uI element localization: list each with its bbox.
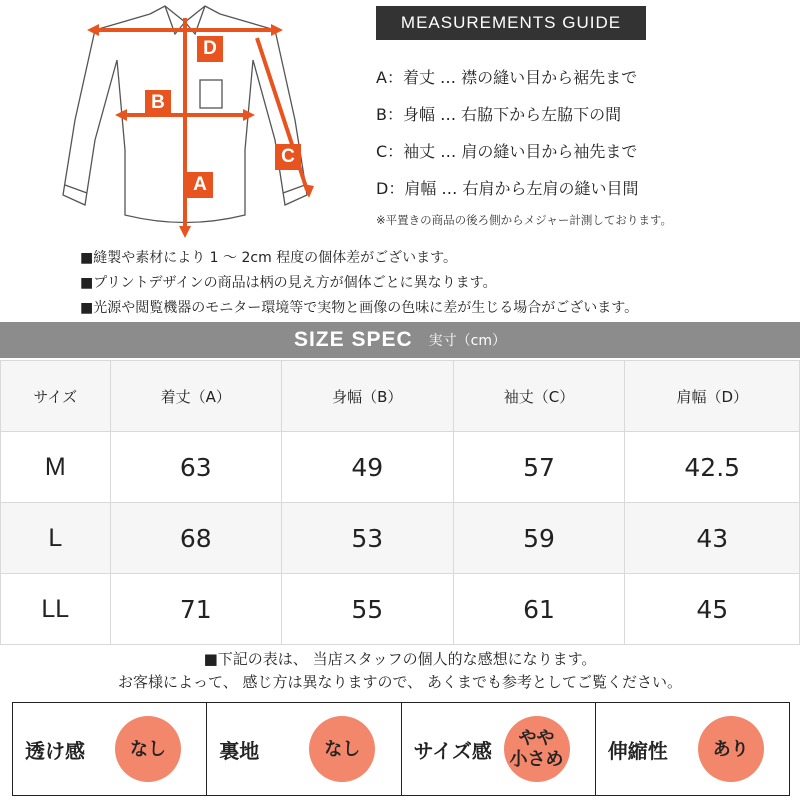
feel-cell-transparency: [13, 703, 207, 795]
size-spec-title: SIZE SPEC: [293, 328, 413, 351]
column-header: 肩幅（D）: [625, 361, 800, 432]
guide-item-a: A：着丈 … 襟の縫い目から裾先まで: [376, 68, 638, 87]
value-cell: 63: [110, 432, 281, 503]
label-c: C: [281, 146, 295, 167]
feel-label: 伸縮性: [607, 738, 668, 763]
label-b: B: [151, 92, 165, 113]
value-cell: 68: [110, 503, 281, 574]
measurements-guide-list: [376, 58, 796, 206]
measurements-guide-title: MEASUREMENTS GUIDE: [376, 6, 646, 40]
table-row: [1, 432, 800, 503]
column-header: サイズ: [1, 361, 111, 432]
caption-line: ■下記の表は、 当店スタッフの個人的な感想になります。: [203, 650, 597, 668]
value-cell: 45: [625, 574, 800, 645]
value-cell: 49: [282, 432, 454, 503]
value-cell: 42.5: [625, 432, 800, 503]
value-cell: 55: [282, 574, 454, 645]
value-cell: 43: [625, 503, 800, 574]
size-cell: M: [1, 432, 111, 503]
size-spec-table: [0, 360, 800, 645]
note-item: ■光源や閲覧機器のモニター環境等で実物と画像の色味に差が生じる場合がございます。: [80, 300, 639, 316]
column-header: 袖丈（C）: [453, 361, 625, 432]
note-item: ■縫製や素材により 1 ～ 2cm 程度の個体差がございます。: [80, 250, 458, 266]
guide-item-c: C：袖丈 … 肩の縫い目から袖先まで: [376, 142, 638, 161]
feel-label: サイズ感: [413, 738, 492, 763]
feel-value-badge: なし: [309, 716, 375, 782]
feel-value-badge: あり: [698, 716, 764, 782]
value-cell: 71: [110, 574, 281, 645]
feel-cell-stretch: [596, 703, 789, 795]
size-spec-unit: 実寸（cm）: [428, 333, 507, 349]
feel-label: 透け感: [25, 738, 85, 763]
size-cell: L: [1, 503, 111, 574]
value-cell: 57: [453, 432, 625, 503]
column-header: 身幅（B）: [282, 361, 454, 432]
label-a: A: [193, 174, 207, 195]
staff-opinion-caption: [0, 648, 800, 694]
column-header: 着丈（A）: [110, 361, 281, 432]
fabric-feel-table: [12, 702, 790, 796]
value-cell: 53: [282, 503, 454, 574]
value-cell: 61: [453, 574, 625, 645]
feel-value-badge: やや 小さめ: [504, 716, 570, 782]
guide-item-d: D：肩幅 … 右肩から左肩の縫い目間: [376, 179, 639, 198]
feel-cell-lining: [207, 703, 401, 795]
note-item: ■プリントデザインの商品は柄の見え方が個体ごとに異なります。: [80, 275, 497, 291]
caption-line: お客様によって、 感じ方は異なりますので、 あくまでも参考としてご覧ください。: [118, 673, 682, 691]
label-d: D: [203, 38, 217, 59]
disclaimer-notes: [80, 246, 790, 321]
shirt-diagram: [55, 0, 355, 240]
table-row: [1, 503, 800, 574]
value-cell: 59: [453, 503, 625, 574]
table-header-row: [1, 361, 800, 432]
measurement-note: ※平置きの商品の後ろ側からメジャー計測しております。: [376, 213, 672, 227]
guide-item-b: B：身幅 … 右脇下から左脇下の間: [376, 105, 622, 124]
size-cell: LL: [1, 574, 111, 645]
feel-value-badge: なし: [115, 716, 181, 782]
table-row: [1, 574, 800, 645]
feel-cell-fit: [402, 703, 596, 795]
feel-label: 裏地: [219, 738, 260, 763]
size-spec-header: [0, 322, 800, 358]
